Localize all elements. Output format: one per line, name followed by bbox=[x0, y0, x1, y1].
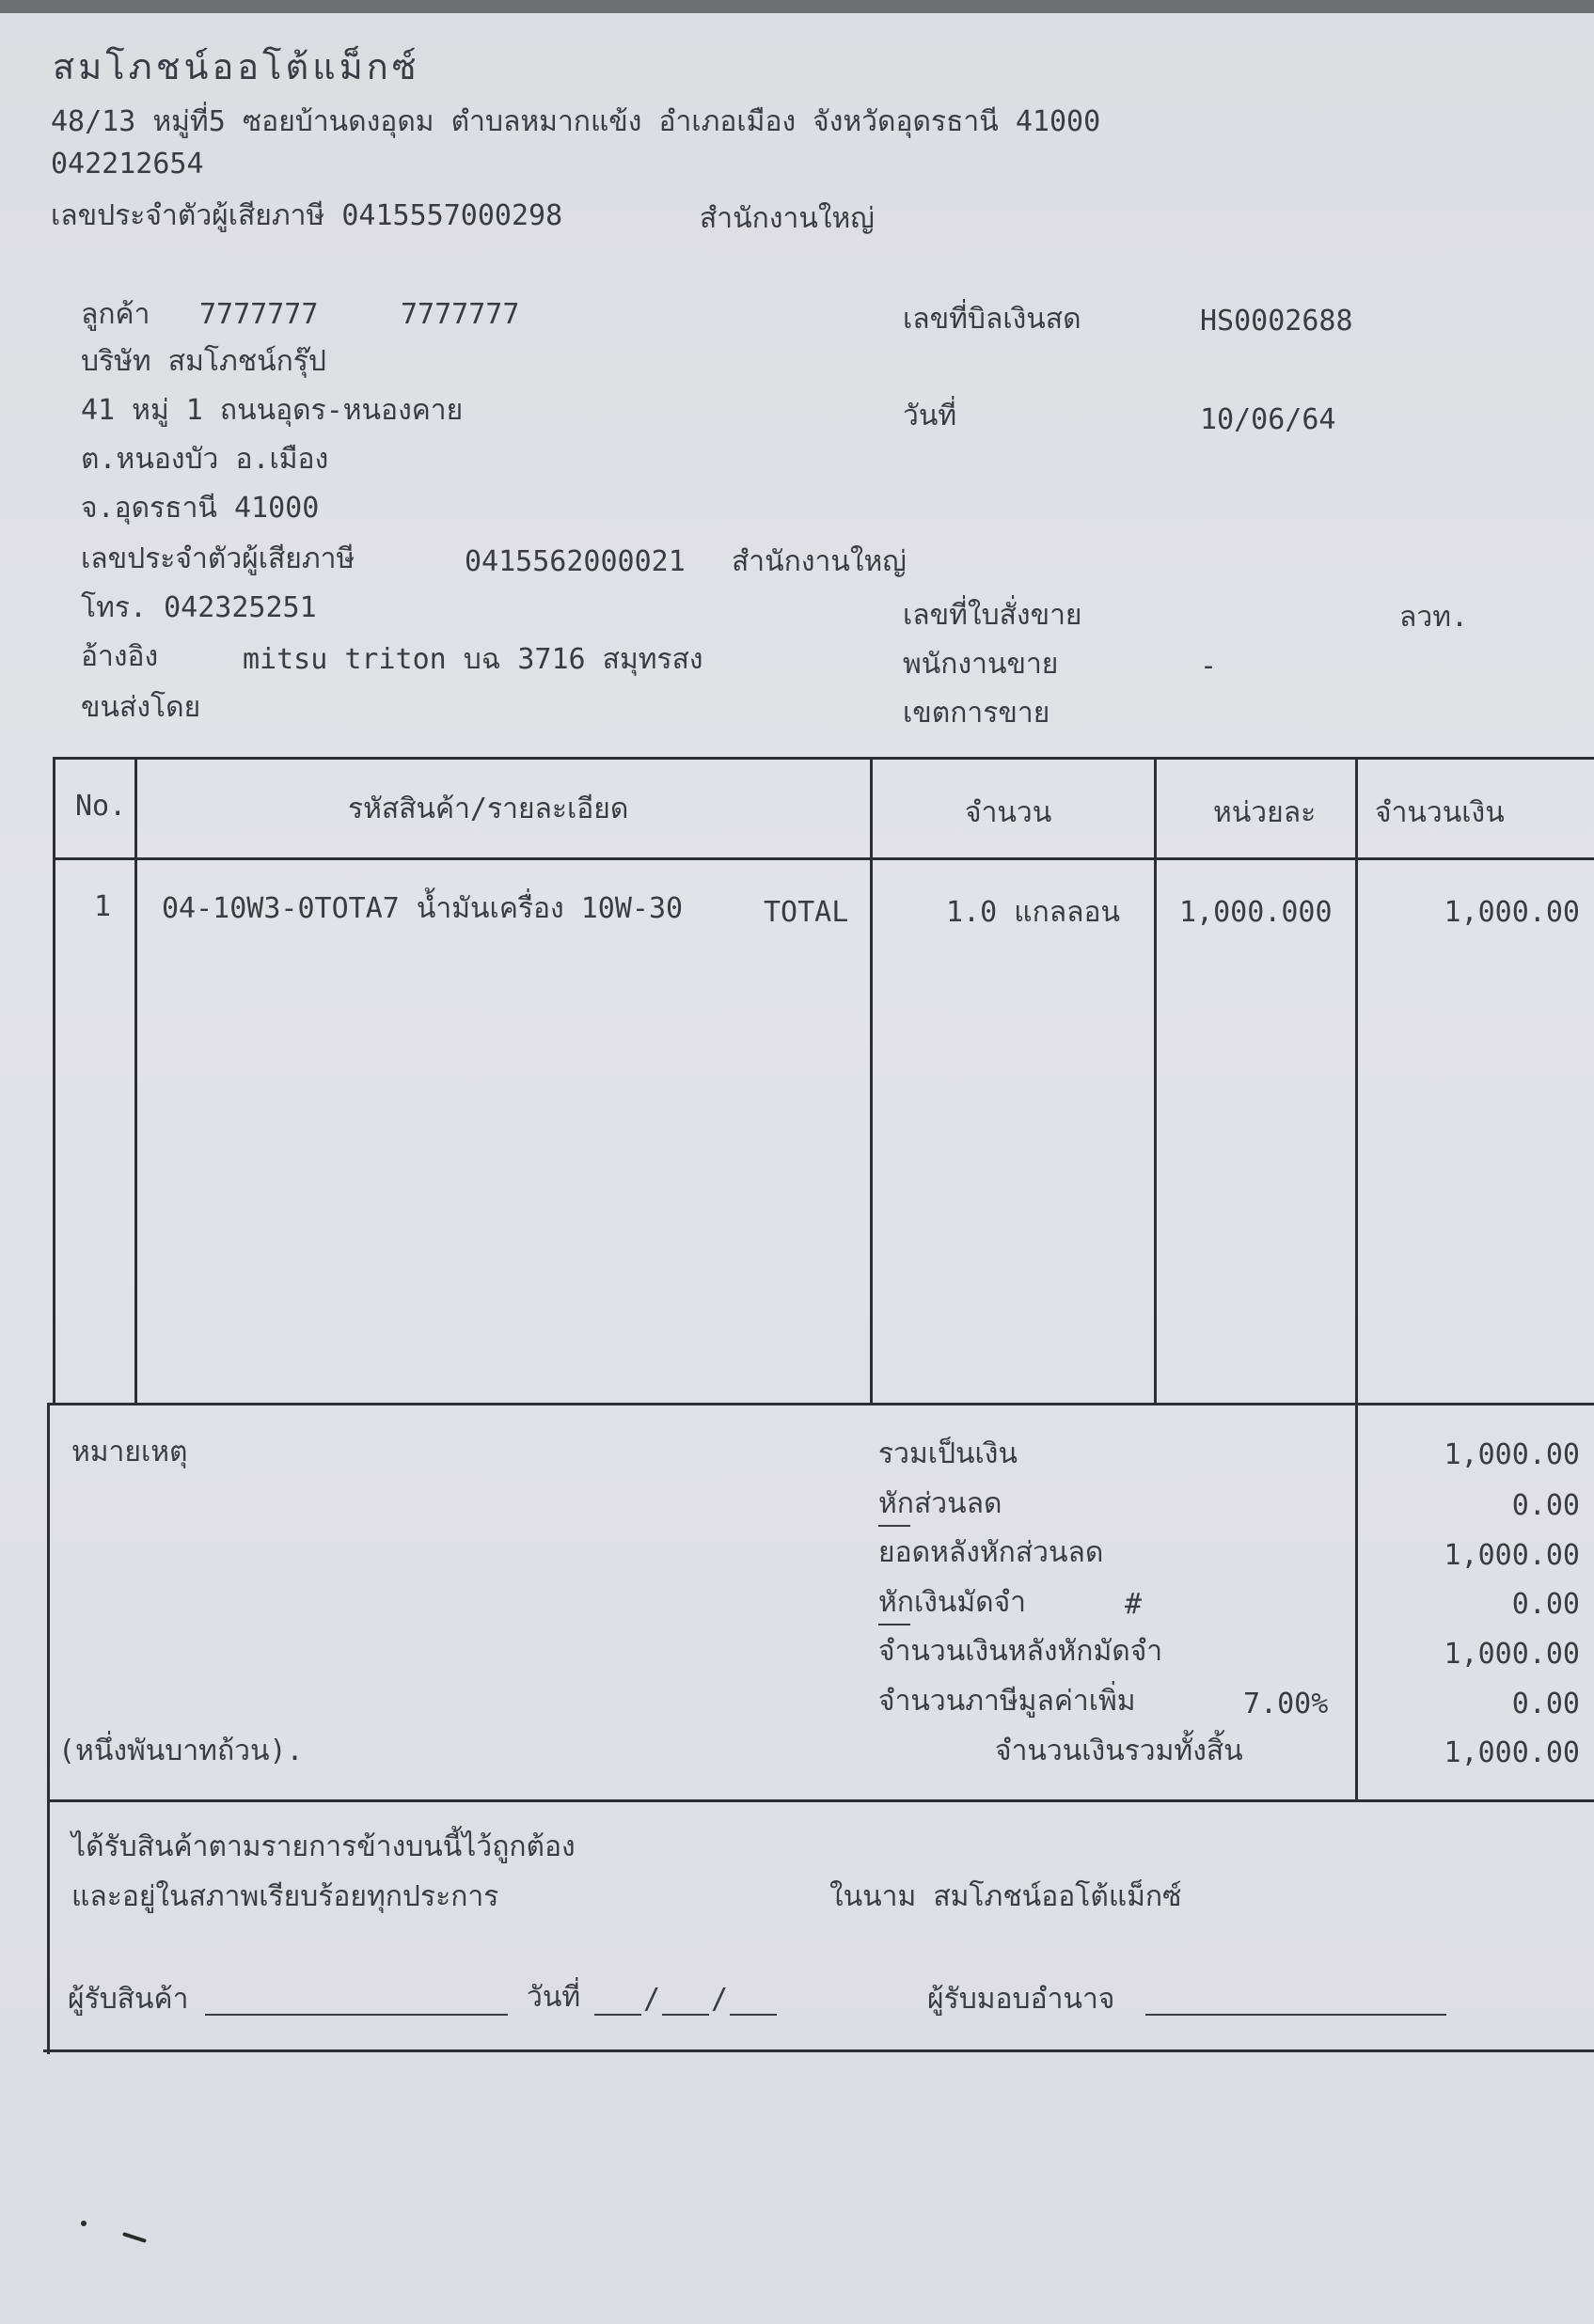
salesperson-label: พนักงานขาย bbox=[903, 648, 1059, 681]
deposit-label: หักเงินมัดจำ bbox=[878, 1586, 1027, 1619]
company-tax-id: เลขประจำตัวผู้เสียภาษี 0415557000298 bbox=[51, 199, 563, 232]
deposit-hash: # bbox=[1125, 1588, 1143, 1621]
col-divider-4 bbox=[1355, 757, 1358, 1802]
summary-top-border bbox=[47, 1403, 1594, 1405]
date-label: วันที่ bbox=[903, 400, 957, 432]
date-year-line bbox=[730, 2014, 777, 2016]
reference-value: mitsu triton บฉ 3716 สมุทรสง bbox=[243, 643, 703, 676]
ink-dot bbox=[81, 2221, 87, 2226]
company-address: 48/13 หมู่ที่5 ซอยบ้านดงอุดม ตำบลหมากแข้ง อำเภอเมือง จังหวัดอุดรธานี 41000 bbox=[51, 105, 1101, 138]
received-line-2: และอยู่ในสภาพเรียบร้อยทุกประการ bbox=[71, 1880, 499, 1913]
col-divider-1 bbox=[134, 757, 137, 1405]
customer-phone: โทร. 042325251 bbox=[81, 591, 317, 624]
customer-address-3: จ.อุดรธานี 41000 bbox=[81, 492, 320, 525]
after-deposit-label: จำนวนเงินหลังหักมัดจำ bbox=[878, 1635, 1163, 1668]
vat-value: 0.00 bbox=[1511, 1688, 1580, 1720]
sales-order-label: เลขที่ใบสั่งขาย bbox=[903, 599, 1082, 632]
col-divider-3 bbox=[1154, 757, 1157, 1405]
discount-label: หักส่วนลด bbox=[878, 1487, 1002, 1520]
customer-label: ลูกค้า bbox=[81, 298, 150, 331]
reference-label: อ้างอิง bbox=[81, 640, 159, 673]
shipping-label: ขนส่งโดย bbox=[81, 691, 201, 724]
outer-left-border bbox=[47, 1403, 50, 2054]
amount-in-words: (หนึ่งพันบาทถ้วน). bbox=[58, 1735, 304, 1767]
deposit-underline bbox=[878, 1624, 910, 1625]
header-amount: จำนวนเงิน bbox=[1375, 796, 1505, 829]
row-unit-price: 1,000.000 bbox=[1179, 896, 1333, 929]
customer-address-1: 41 หมู่ 1 ถนนอุดร-หนองคาย bbox=[81, 394, 464, 427]
received-line-1: ได้รับสินค้าตามรายการข้างบนนี้ไว้ถูกต้อง bbox=[71, 1830, 576, 1863]
bill-date: 10/06/64 bbox=[1200, 403, 1336, 436]
company-phone: 042212654 bbox=[51, 148, 204, 181]
customer-address-2: ต.หนองบัว อ.เมือง bbox=[81, 443, 329, 476]
table-left-border bbox=[53, 757, 55, 1405]
customer-branch: สำนักงานใหญ่ bbox=[732, 545, 907, 578]
bill-number-label: เลขที่บิลเงินสด bbox=[903, 303, 1081, 336]
row-no: 1 bbox=[94, 890, 112, 923]
receiver-label: ผู้รับสินค้า bbox=[68, 1983, 189, 2016]
receiver-signature-line bbox=[205, 2014, 508, 2016]
header-code-desc: รหัสสินค้า/รายละเอียด bbox=[348, 793, 629, 825]
discount-underline bbox=[878, 1525, 910, 1527]
vat-rate: 7.00% bbox=[1243, 1688, 1329, 1720]
date-day-line bbox=[594, 2014, 641, 2016]
header-unit-price: หน่วยละ bbox=[1213, 796, 1317, 829]
table-header-divider bbox=[53, 857, 1594, 860]
discount-value: 0.00 bbox=[1511, 1489, 1580, 1522]
deposit-value: 0.00 bbox=[1511, 1588, 1580, 1621]
row-amount: 1,000.00 bbox=[1444, 896, 1580, 929]
summary-bottom-border bbox=[47, 1799, 1594, 1802]
customer-name: บริษัท สมโภชน์กรุ๊ป bbox=[81, 345, 326, 378]
date-month-line bbox=[662, 2014, 709, 2016]
receive-date-label: วันที่ bbox=[527, 1981, 581, 2014]
remark-label: หมายเหตุ bbox=[71, 1436, 188, 1468]
top-edge bbox=[0, 0, 1594, 13]
sales-order-right: ลวท. bbox=[1399, 601, 1469, 634]
on-behalf-of: ในนาม สมโภชน์ออโต้แม็กซ์ bbox=[829, 1880, 1182, 1913]
authorized-signature-line bbox=[1145, 2014, 1446, 2016]
outer-bottom-border bbox=[43, 2049, 1594, 2052]
customer-code-2: 7777777 bbox=[401, 298, 520, 331]
grand-total-value: 1,000.00 bbox=[1444, 1736, 1580, 1769]
row-code-desc: 04-10W3-0TOTA7 น้ำมันเครื่อง 10W-30 bbox=[162, 892, 684, 925]
after-deposit-value: 1,000.00 bbox=[1444, 1638, 1580, 1671]
row-qty: 1.0 แกลลอน bbox=[946, 896, 1121, 929]
ink-mark bbox=[122, 2232, 147, 2243]
subtotal-value: 1,000.00 bbox=[1444, 1438, 1580, 1471]
date-slash-1: / bbox=[643, 1983, 661, 2016]
bill-number: HS0002688 bbox=[1200, 305, 1353, 338]
header-qty: จำนวน bbox=[965, 796, 1052, 829]
header-no: No. bbox=[75, 790, 127, 823]
customer-code: 7777777 bbox=[199, 298, 319, 331]
row-brand: TOTAL bbox=[764, 896, 849, 929]
salesperson-value: - bbox=[1200, 650, 1218, 683]
company-branch: สำนักงานใหญ่ bbox=[700, 202, 875, 235]
grand-total-label: จำนวนเงินรวมทั้งสิ้น bbox=[995, 1735, 1243, 1767]
vat-label: จำนวนภาษีมูลค่าเพิ่ม bbox=[878, 1685, 1136, 1718]
table-top-border bbox=[53, 757, 1594, 760]
col-divider-2 bbox=[870, 757, 873, 1405]
subtotal-label: รวมเป็นเงิน bbox=[878, 1437, 1018, 1470]
after-discount-value: 1,000.00 bbox=[1444, 1539, 1580, 1572]
customer-tax-label: เลขประจำตัวผู้เสียภาษี bbox=[81, 542, 355, 575]
customer-tax-id: 0415562000021 bbox=[465, 545, 686, 578]
authorized-label: ผู้รับมอบอำนาจ bbox=[927, 1983, 1115, 2016]
date-slash-2: / bbox=[711, 1983, 729, 2016]
company-name: สมโภชน์ออโต้แม็กซ์ bbox=[53, 46, 420, 87]
sales-area-label: เขตการขาย bbox=[903, 697, 1050, 730]
after-discount-label: ยอดหลังหักส่วนลด bbox=[878, 1536, 1104, 1569]
